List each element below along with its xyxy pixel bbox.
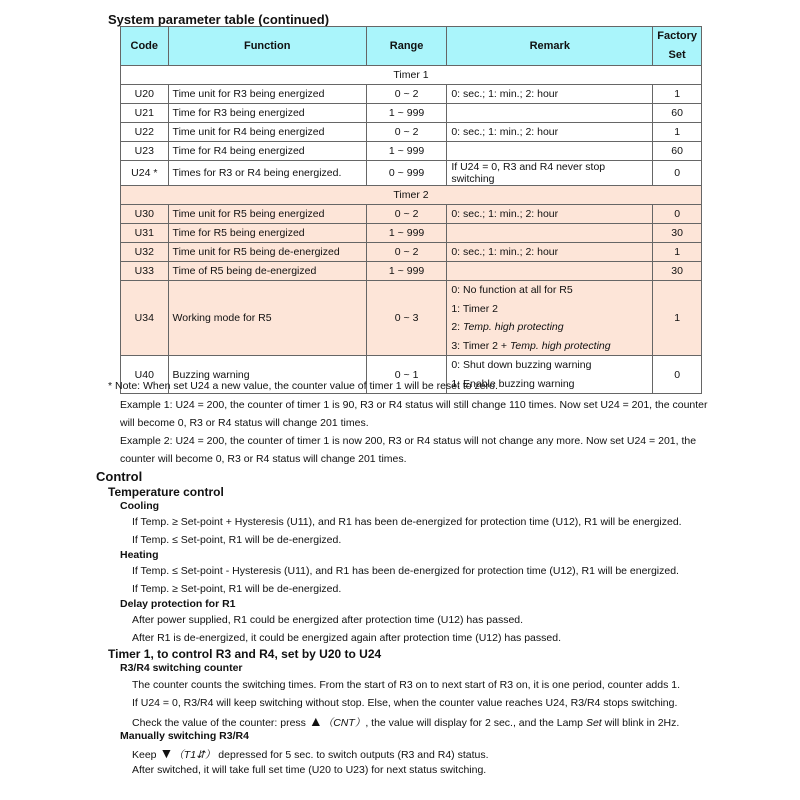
- cell-factory: 0: [653, 356, 702, 394]
- cell-function: Buzzing warning: [168, 356, 366, 394]
- header-function: Function: [168, 27, 366, 66]
- cell-function: Time unit for R5 being energized: [168, 205, 366, 224]
- cell-remark: 0: sec.; 1: min.; 2: hour: [447, 123, 653, 142]
- cell-function: Time for R4 being energized: [168, 142, 366, 161]
- cell-code: U30: [121, 205, 169, 224]
- cell-range: 0 ~ 2: [366, 123, 446, 142]
- cell-range: 1 ~ 999: [366, 104, 446, 123]
- header-range: Range: [366, 27, 446, 66]
- table-row: [121, 224, 702, 243]
- table-row: [121, 104, 702, 123]
- section-heading-control: Control: [96, 469, 143, 484]
- header-remark: Remark: [447, 27, 653, 66]
- cell-function: Working mode for R5: [168, 281, 366, 356]
- subheading-timer1: Timer 1, to control R3 and R4, set by U20 to U24: [108, 647, 382, 661]
- heating-line-2: If Temp. ≥ Set-point, R1 will be de-energized.: [132, 583, 342, 595]
- section-row-timer2: Timer 2: [121, 186, 702, 205]
- cell-function: Time unit for R5 being de-energized: [168, 243, 366, 262]
- table-header-row: [121, 27, 702, 66]
- cell-range: 0 ~ 999: [366, 161, 446, 186]
- cell-range: 0 ~ 2: [366, 205, 446, 224]
- cell-code: U31: [121, 224, 169, 243]
- delay-line-2: After R1 is de-energized, it could be energized again after protection time (U12) has passed.: [132, 632, 561, 644]
- counter-line-3: Check the value of the counter: press ▲（CNT）, the value will display for 2 sec., and the Lamp Set will blink in 2Hz.: [132, 713, 680, 729]
- header-code: Code: [121, 27, 169, 66]
- cell-factory: 1: [653, 123, 702, 142]
- parameter-table: [120, 26, 702, 394]
- cell-function: Time of R5 being de-energized: [168, 262, 366, 281]
- counter-line-2: If U24 = 0, R3/R4 will keep switching without stop. Else, when the counter value reaches U24, R3/R4 stops switching.: [132, 697, 678, 709]
- cell-range: 0 ~ 2: [366, 85, 446, 104]
- table-row: [121, 85, 702, 104]
- cell-code: U40: [121, 356, 169, 394]
- heating-line-1: If Temp. ≤ Set-point - Hysteresis (U11), and R1 has been de-energized for protection time (U12), R1 will be energized.: [132, 565, 679, 577]
- cell-range: 1 ~ 999: [366, 262, 446, 281]
- counter-line-1: The counter counts the switching times. From the start of R3 on to next start of R3 on, it is one period, counter adds 1.: [132, 679, 681, 691]
- cell-remark: 0: No function at all for R5 1: Timer 2 2: Temp. high protecting 3: Timer 2 + Temp. high protecting: [447, 281, 653, 356]
- cell-remark: If U24 = 0, R3 and R4 never stop switching: [447, 161, 653, 186]
- table-row: [121, 123, 702, 142]
- note-example1-cont: will become 0, R3 or R4 status will change 201 times.: [120, 417, 369, 429]
- cell-range: 1 ~ 999: [366, 224, 446, 243]
- cell-factory: 1: [653, 85, 702, 104]
- cell-code: U33: [121, 262, 169, 281]
- table-row: [121, 205, 702, 224]
- cell-factory: 60: [653, 142, 702, 161]
- cell-function: Time for R5 being energized: [168, 224, 366, 243]
- subheading-delay-protection: Delay protection for R1: [120, 598, 236, 610]
- table-row: [121, 243, 702, 262]
- section-row-timer1: Timer 1: [121, 66, 702, 85]
- subheading-temperature-control: Temperature control: [108, 485, 224, 499]
- cell-remark: [447, 224, 653, 243]
- cell-remark: [447, 262, 653, 281]
- subheading-heating: Heating: [120, 549, 159, 561]
- cell-remark: 0: Shut down buzzing warning 1: Enable buzzing warning: [447, 356, 653, 394]
- cell-remark: 0: sec.; 1: min.; 2: hour: [447, 205, 653, 224]
- cell-factory: 30: [653, 262, 702, 281]
- subheading-switching-counter: R3/R4 switching counter: [120, 662, 243, 674]
- note-line: * Note: When set U24 a new value, the counter value of timer 1 will be reset to zero.: [108, 380, 498, 392]
- cell-range: 1 ~ 999: [366, 142, 446, 161]
- cell-function: Time for R3 being energized: [168, 104, 366, 123]
- cell-range: 0 ~ 3: [366, 281, 446, 356]
- cell-function: Time unit for R4 being energized: [168, 123, 366, 142]
- cell-remark: 0: sec.; 1: min.; 2: hour: [447, 85, 653, 104]
- cell-remark: [447, 104, 653, 123]
- cell-factory: 1: [653, 281, 702, 356]
- cell-code: U32: [121, 243, 169, 262]
- cell-remark: 0: sec.; 1: min.; 2: hour: [447, 243, 653, 262]
- cell-factory: 60: [653, 104, 702, 123]
- table-row: [121, 161, 702, 186]
- cell-factory: 0: [653, 205, 702, 224]
- note-example2-cont: counter will become 0, R3 or R4 status will change 201 times.: [120, 453, 407, 465]
- cell-function: Times for R3 or R4 being energized.: [168, 161, 366, 186]
- cell-code: U23: [121, 142, 169, 161]
- manual-line-1: Keep ▼（T1⇵） depressed for 5 sec. to switch outputs (R3 and R4) status.: [132, 745, 489, 761]
- cell-code: U20: [121, 85, 169, 104]
- note-example1: Example 1: U24 = 200, the counter of timer 1 is 90, R3 or R4 status will still change 110 times. Now set U24 = 201, the counter: [120, 399, 708, 411]
- cell-factory: 30: [653, 224, 702, 243]
- cell-range: 0 ~ 1: [366, 356, 446, 394]
- table-row: [121, 262, 702, 281]
- up-key-icon: ▲: [308, 713, 323, 729]
- subheading-cooling: Cooling: [120, 500, 160, 512]
- cell-factory: 1: [653, 243, 702, 262]
- cell-range: 0 ~ 2: [366, 243, 446, 262]
- cell-code: U22: [121, 123, 169, 142]
- table-row: [121, 281, 702, 356]
- cell-remark: [447, 142, 653, 161]
- cell-function: Time unit for R3 being energized: [168, 85, 366, 104]
- cell-code: U34: [121, 281, 169, 356]
- note-example2: Example 2: U24 = 200, the counter of timer 1 is now 200, R3 or R4 status will not change any more. Now set U24 = 201, the: [120, 435, 697, 447]
- header-factory-set: Factory Set: [653, 27, 702, 66]
- cooling-line-1: If Temp. ≥ Set-point + Hysteresis (U11), and R1 has been de-energized for protection time (U12), R1 will be energized.: [132, 516, 682, 528]
- table-row: [121, 142, 702, 161]
- cooling-line-2: If Temp. ≤ Set-point, R1 will be de-energized.: [132, 534, 342, 546]
- cell-code: U21: [121, 104, 169, 123]
- subheading-manual-switching: Manually switching R3/R4: [120, 730, 249, 742]
- manual-line-2: After switched, it will take full set time (U20 to U23) for next status switching.: [132, 764, 487, 776]
- down-key-icon: ▼: [159, 745, 174, 761]
- table-title: System parameter table (continued): [108, 12, 330, 27]
- cell-code: U24 *: [121, 161, 169, 186]
- delay-line-1: After power supplied, R1 could be energized after protection time (U12) has passed.: [132, 614, 524, 626]
- cell-factory: 0: [653, 161, 702, 186]
